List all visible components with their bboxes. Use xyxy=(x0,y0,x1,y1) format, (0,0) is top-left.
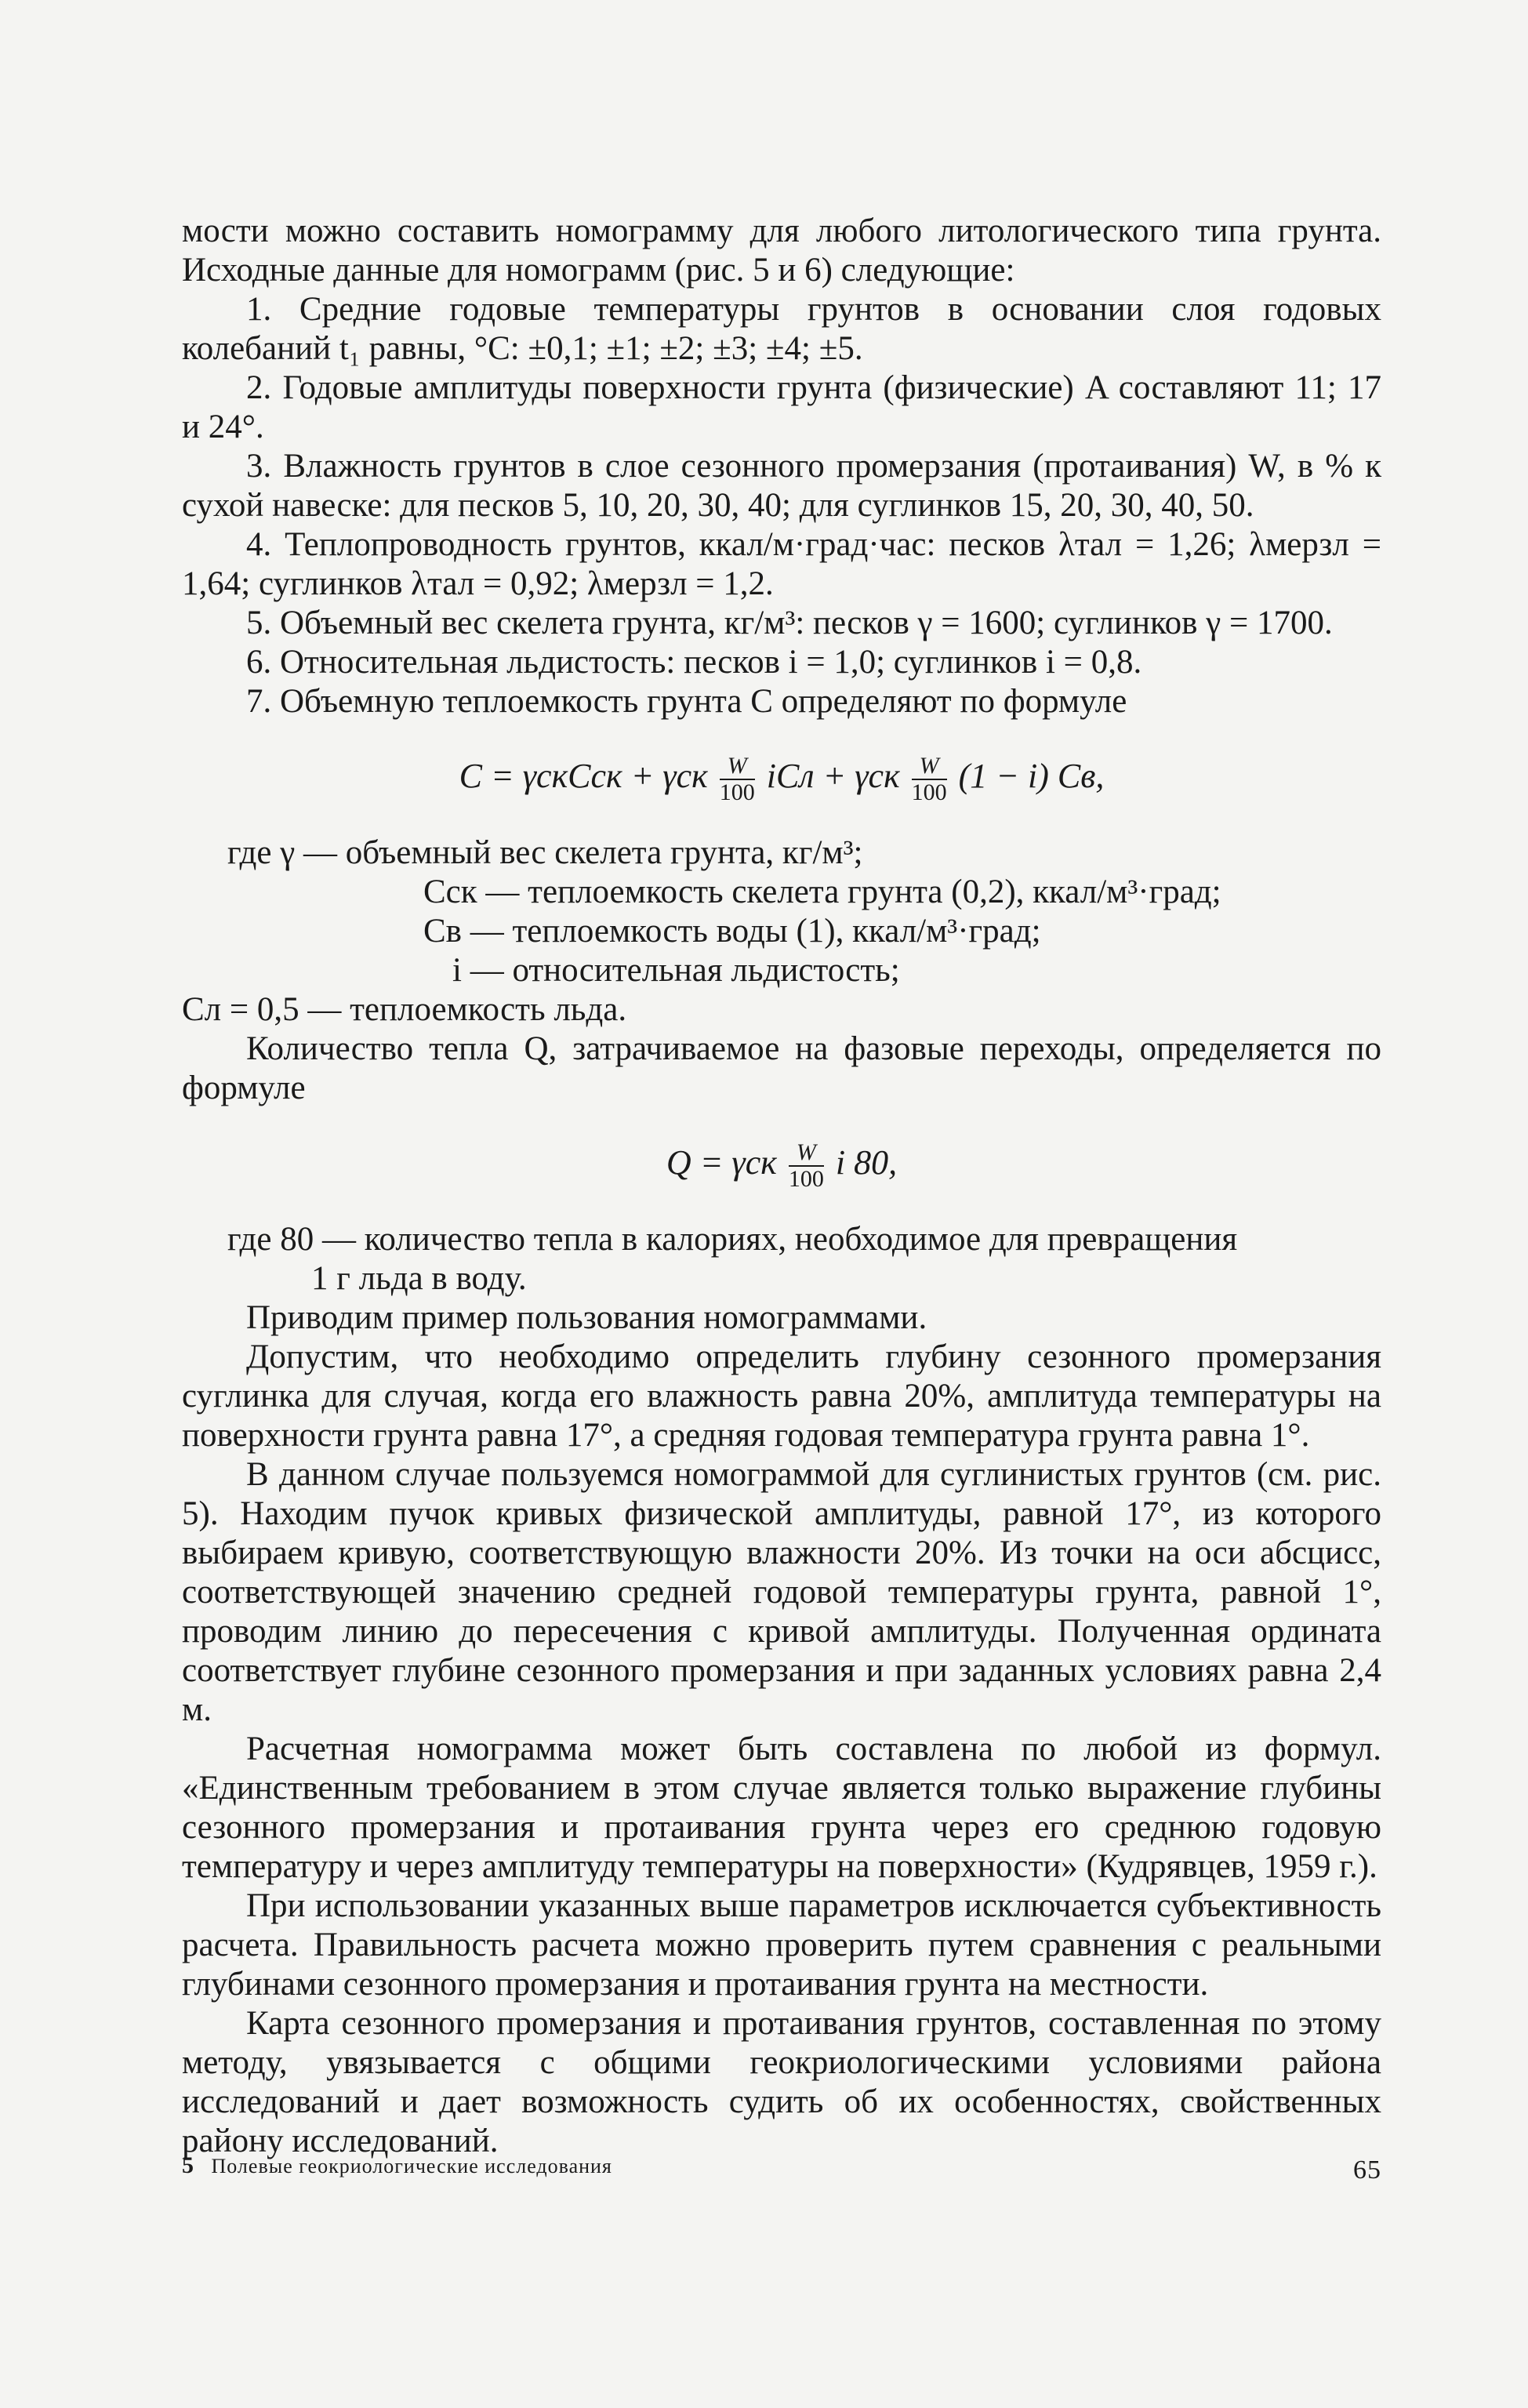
formula-part: i 80, xyxy=(835,1142,898,1182)
formula-part: Q = γск xyxy=(666,1142,777,1182)
formula-part: iCл + γск xyxy=(766,757,900,795)
list-item-3: 3. Влажность грунтов в слое сезонного промерзания (протаивания) W, в % к сухой навеске: для песков 5, 10, 20, 30, 40; для суглинков 15, 20, 30, 40, 50. xyxy=(182,448,1381,524)
running-title: Полевые геокриологические исследования xyxy=(211,2155,612,2177)
page-number: 65 xyxy=(1353,2156,1381,2185)
paragraph: мости можно составить номограмму для любого литологического типа грунта. Исходные данные для номограмм (рис. 5 и 6) следующие: xyxy=(182,212,1381,289)
formula-heat-capacity xyxy=(182,753,1381,805)
formula-part: C = γскCск + γск xyxy=(459,757,708,795)
definition: i — относительная льдистость; xyxy=(452,951,900,989)
fraction-denominator: 100 xyxy=(788,1165,824,1192)
body-text xyxy=(182,212,1381,2161)
definition: где γ — объемный вес скелета грунта, кг/м³; xyxy=(227,834,863,871)
paragraph: Приводим пример пользования номограммами. xyxy=(246,1298,927,1336)
fraction xyxy=(912,754,947,805)
definition: Cв — теплоемкость воды (1), ккал/м³·град; xyxy=(423,912,1041,950)
list-item-2: 2. Годовые амплитуды поверхности грунта (физические) A составляют 11; 17 и 24°. xyxy=(182,369,1381,445)
paragraph: Расчетная номограмма может быть составлена по любой из формул. «Единственным требованием в этом случае является только выражение глубины сезонного промерзания и протаивания грунта через его среднюю годовую температуру и через амплитуду температуры на поверхности» (Кудрявцев, 1959 г.). xyxy=(182,1730,1381,1885)
fraction-numerator: W xyxy=(789,1140,824,1167)
formula-heat-quantity xyxy=(182,1139,1381,1192)
paragraph: В данном случае пользуемся номограммой для суглинистых грунтов (см. рис. 5). Находим пучок кривых физической амплитуды, равной 17°, из которого выбираем кривую, соответствующую влажности 20%. Из точки на оси абсцисс, соответствующей значению средней годовой температуры грунта, равной 1°, проводим линию до пересечения с кривой амплитуды. Полученная ордината соответствует глубине сезонного промерзания и при заданных условиях равна 2,4 м. xyxy=(182,1455,1381,1728)
list-item-4: 4. Теплопроводность грунтов, ккал/м·град·час: песков λтал = 1,26; λмерзл = 1,64; суглинков λтал = 0,92; λмерзл = 1,2. xyxy=(182,526,1381,602)
paragraph: При использовании указанных выше параметров исключается субъективность расчета. Правильность расчета можно проверить путем сравнения с реальными глубинами сезонного промерзания и протаивания грунта на местности. xyxy=(182,1887,1381,2003)
definitions-list xyxy=(182,834,1381,1030)
definition: где 80 — количество тепла в калориях, необходимое для превращения xyxy=(227,1220,1238,1258)
paragraph: Допустим, что необходимо определить глубину сезонного промерзания суглинка для случая, когда его влажность равна 20%, амплитуда температуры на поверхности грунта равна 17°, а средняя годовая температура грунта равна 1°. xyxy=(182,1338,1381,1454)
fraction-denominator: 100 xyxy=(719,779,755,805)
paragraph: Карта сезонного промерзания и протаивания грунтов, составленная по этому методу, увязывается с общими геокриологическими условиями района исследований и дает возможность судить об их особенностях, свойственных району исследований. xyxy=(182,2004,1381,2159)
definition: Cл = 0,5 — теплоемкость льда. xyxy=(182,990,627,1028)
signature-mark: 5 xyxy=(182,2152,194,2178)
fraction-numerator: W xyxy=(912,754,947,780)
fraction xyxy=(789,1140,824,1192)
definition: 1 г льда в воду. xyxy=(311,1259,527,1297)
list-item-5: 5. Объемный вес скелета грунта, кг/м³: песков γ = 1600; суглинков γ = 1700. xyxy=(246,605,1333,641)
page-footer xyxy=(182,2152,1381,2185)
list-item-6: 6. Относительная льдистость: песков i = 1,0; суглинков i = 0,8. xyxy=(246,644,1142,681)
fraction xyxy=(720,754,755,805)
fraction-denominator: 100 xyxy=(911,779,947,805)
formula-part: (1 − i) Cв, xyxy=(958,757,1105,795)
list-item-1: 1. Средние годовые температуры грунтов в основании слоя годовых колебаний t₁ равны, °С: ±0,1; ±1; ±2; ±3; ±4; ±5. xyxy=(182,291,1381,367)
list-item-7: 7. Объемную теплоемкость грунта C определяют по формуле xyxy=(246,683,1127,720)
definition: Cск — теплоемкость скелета грунта (0,2), ккал/м³·град; xyxy=(423,873,1221,910)
fraction-numerator: W xyxy=(720,754,755,780)
paragraph: Количество тепла Q, затрачиваемое на фазовые переходы, определяется по формуле xyxy=(182,1030,1381,1106)
